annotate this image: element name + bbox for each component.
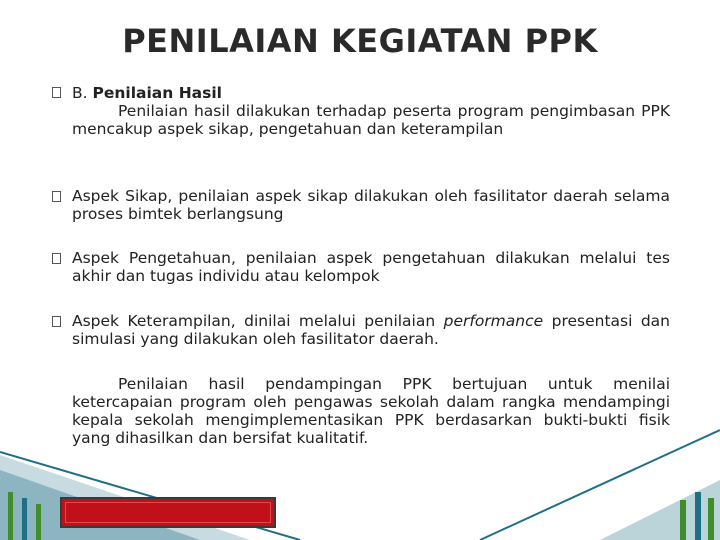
bullet-box-icon (52, 253, 61, 264)
bullet-item-penilaian-hasil (72, 84, 670, 138)
bullet-text: Penilaian hasil dilakukan terhadap peserta program pengimbasan PPK mencakup aspek sikap, pengetahuan dan keterampilan (72, 102, 670, 138)
slide-title: PENILAIAN KEGIATAN PPK (122, 22, 598, 60)
bullet-item-aspek-pengetahuan (72, 249, 670, 285)
bullet-text: Aspek Sikap, penilaian aspek sikap dilakukan oleh fasilitator daerah selama proses bimtek berlangsung (72, 187, 670, 223)
bullet-box-icon (52, 87, 61, 98)
bullet-item-aspek-sikap (72, 187, 670, 223)
closing-text: Penilaian hasil pendampingan PPK bertujuan untuk menilai ketercapaian program oleh pengawas sekolah dalam rangka mendampingi kepala sekolah mengimplementasikan PPK berdasarkan bukti-bukti fisik yang dihasilkan dan bersifat kualitatif. (72, 375, 670, 447)
bullet-italic-term: performance (443, 312, 544, 330)
bullet-text: Aspek Pengetahuan, penilaian aspek pengetahuan dilakukan melalui tes akhir dan tugas individu atau kelompok (72, 249, 670, 285)
bullet-box-icon (52, 191, 61, 202)
bullet-box-icon (52, 316, 61, 327)
bullet-text-continued: presentasi dan simulasi yang dilakukan oleh fasilitator daerah. (72, 312, 671, 348)
bullet-item-aspek-keterampilan (72, 312, 670, 348)
red-footer-bar (60, 497, 276, 528)
red-footer-bar-inner-border (65, 502, 271, 523)
bullet-heading: Penilaian Hasil (92, 84, 222, 102)
bullet-prefix: B. (72, 84, 93, 102)
bullet-text: Aspek Keterampilan, dinilai melalui penilaian (72, 312, 444, 330)
closing-paragraph (72, 375, 670, 447)
